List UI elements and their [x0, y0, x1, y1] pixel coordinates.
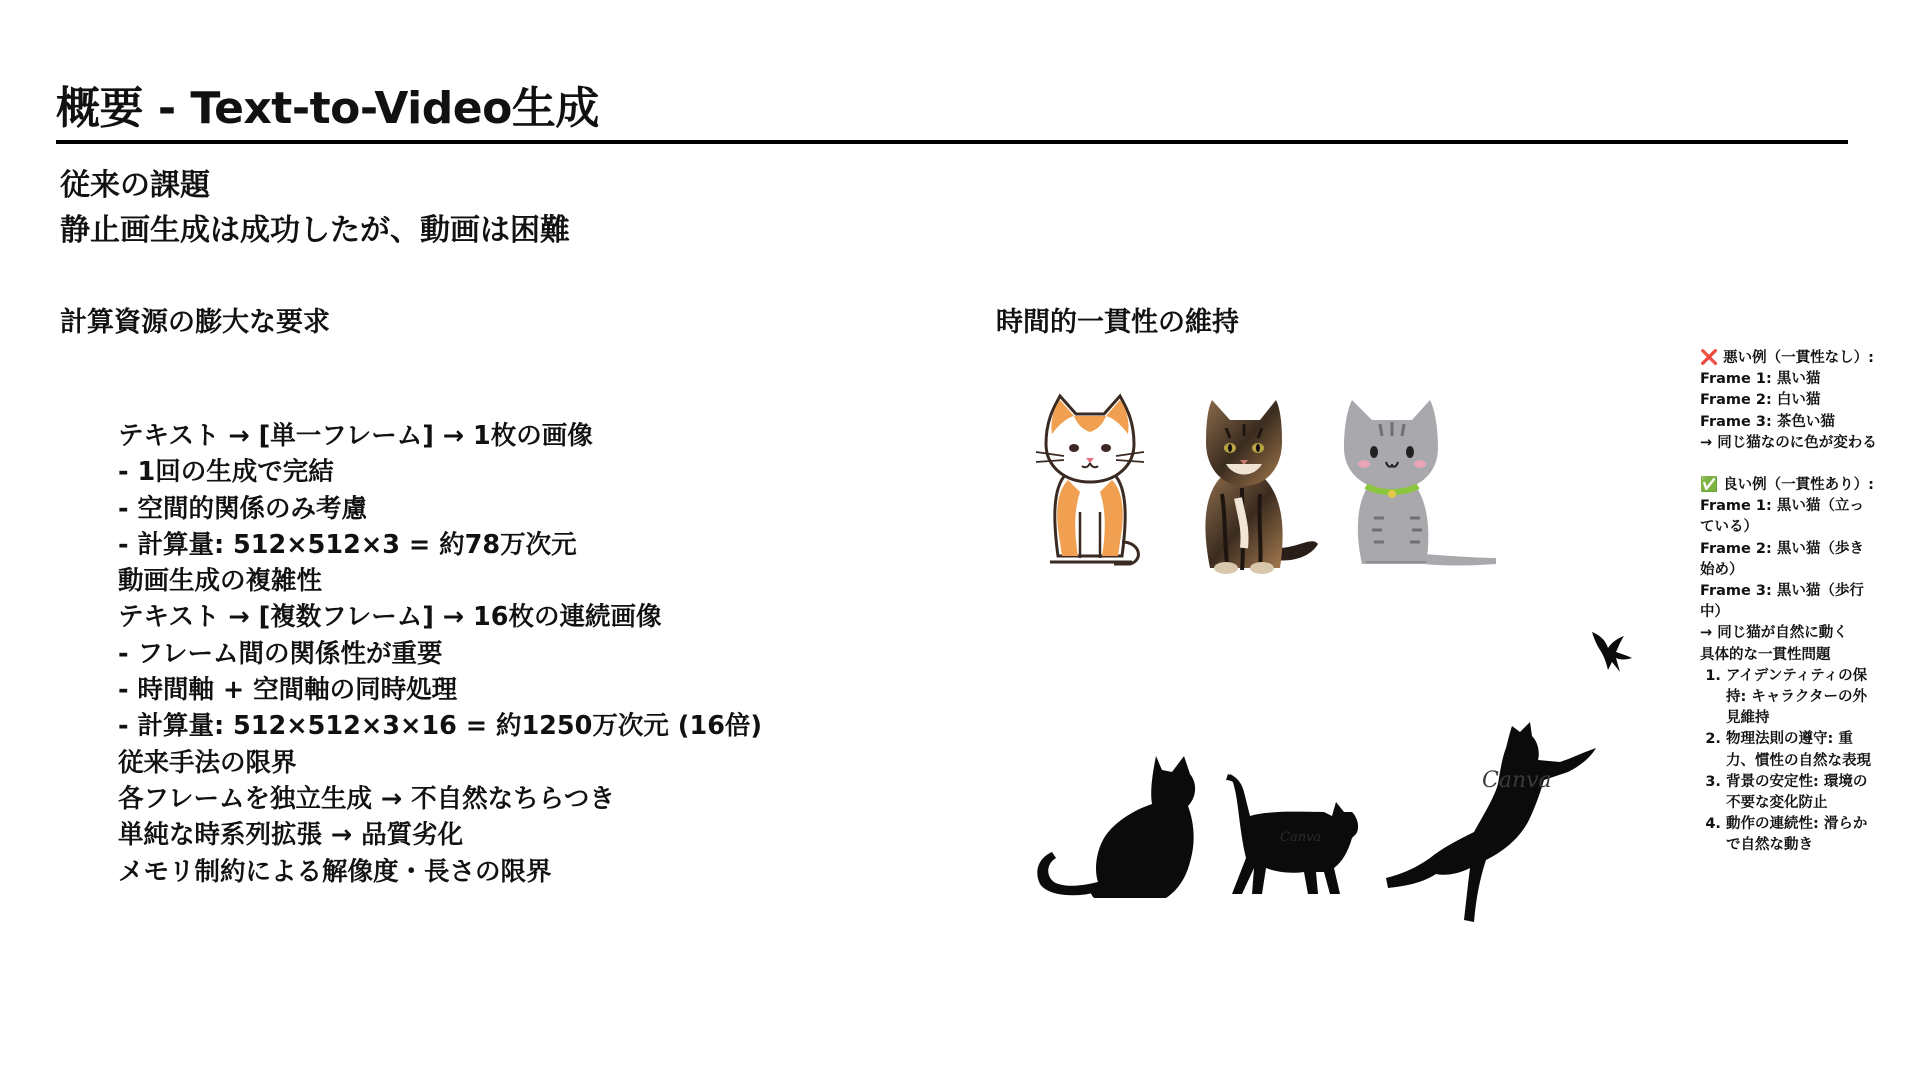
note-line: → 同じ猫が自然に動く — [1700, 625, 1848, 642]
list-item: 2. 物理法則の遵守: 重力、慣性の自然な表現 — [1726, 729, 1878, 771]
body-line: 各フレームを独立生成 → 不自然なちらつき — [118, 783, 615, 814]
body-line: メモリ制約による解像度・長さの限界 — [118, 856, 552, 887]
title-underline — [56, 140, 1848, 144]
note-line: Frame 3: 茶色い猫 — [1700, 413, 1835, 430]
bird-silhouette — [1590, 628, 1634, 676]
orange-cat-illustration — [1030, 392, 1150, 576]
tabby-cat-photo — [1186, 398, 1320, 576]
body-line: - 時間軸 + 空間軸の同時処理 — [118, 675, 458, 706]
note-line: → 同じ猫なのに色が変わる — [1700, 434, 1877, 451]
note-line: Frame 2: 白い猫 — [1700, 392, 1821, 409]
note-line: Frame 1: 黒い猫 — [1700, 371, 1821, 388]
cross-mark-icon: ❌ — [1700, 350, 1719, 366]
check-mark-icon: ✅ — [1700, 477, 1719, 494]
sitting-cat-silhouette — [1034, 752, 1204, 902]
body-line: - 1回の生成で完結 — [118, 457, 334, 488]
intro-heading: 従来の課題 — [60, 168, 210, 203]
note-line: Frame 1: 黒い猫（立っている） — [1700, 498, 1864, 536]
body-line: 従来手法の限界 — [118, 747, 297, 778]
gray-cat-illustration — [1340, 398, 1500, 570]
note-line: Frame 3: 黒い猫（歩行中） — [1700, 583, 1864, 621]
body-line: 単純な時系列拡張 → 品質劣化 — [118, 820, 464, 851]
body-line: テキスト → [単一フレーム] → 1枚の画像 — [118, 421, 593, 451]
body-line: 動画生成の複雑性 — [118, 566, 323, 597]
note-line: Frame 2: 黒い猫（歩き始め） — [1700, 540, 1864, 578]
list-item: 1. アイデンティティの保持: キャラクターの外見維持 — [1726, 666, 1878, 730]
body-line: - 空間的関係のみ考慮 — [118, 493, 367, 524]
intro-subheading: 静止画生成は成功したが、動画は困難 — [60, 213, 570, 248]
bad-example-heading — [1700, 348, 1878, 369]
problems-heading: 具体的な一貫性問題 — [1700, 646, 1831, 663]
body-line: テキスト → [複数フレーム] → 16枚の連続画像 — [118, 602, 662, 633]
consistency-notes — [1700, 348, 1878, 857]
good-example-heading — [1700, 475, 1878, 496]
body-line: - フレーム間の関係性が重要 — [118, 638, 443, 669]
left-section-body — [118, 418, 978, 890]
good-example-label: 良い例（一貫性あり）: — [1723, 477, 1874, 494]
list-item: 3. 背景の安定性: 環境の不要な変化防止 — [1726, 772, 1878, 814]
jumping-cat-silhouette — [1384, 718, 1598, 926]
watermark-text: Canva — [1280, 830, 1322, 845]
page-title: 概要 - Text-to-Video生成 — [56, 83, 599, 134]
watermark-text: Canva — [1482, 768, 1552, 793]
left-section-heading: 計算資源の膨大な要求 — [60, 307, 330, 338]
body-line: - 計算量: 512×512×3 = 約78万次元 — [118, 529, 577, 560]
list-item: 4. 動作の連続性: 滑らかで自然な動き — [1726, 814, 1878, 856]
right-section-heading: 時間的一貫性の維持 — [996, 307, 1239, 338]
problems-list — [1700, 666, 1878, 857]
body-line: - 計算量: 512×512×3×16 = 約1250万次元 (16倍) — [118, 711, 763, 742]
bad-example-label: 悪い例（一貫性なし）: — [1723, 350, 1874, 366]
spacer — [1700, 454, 1878, 475]
